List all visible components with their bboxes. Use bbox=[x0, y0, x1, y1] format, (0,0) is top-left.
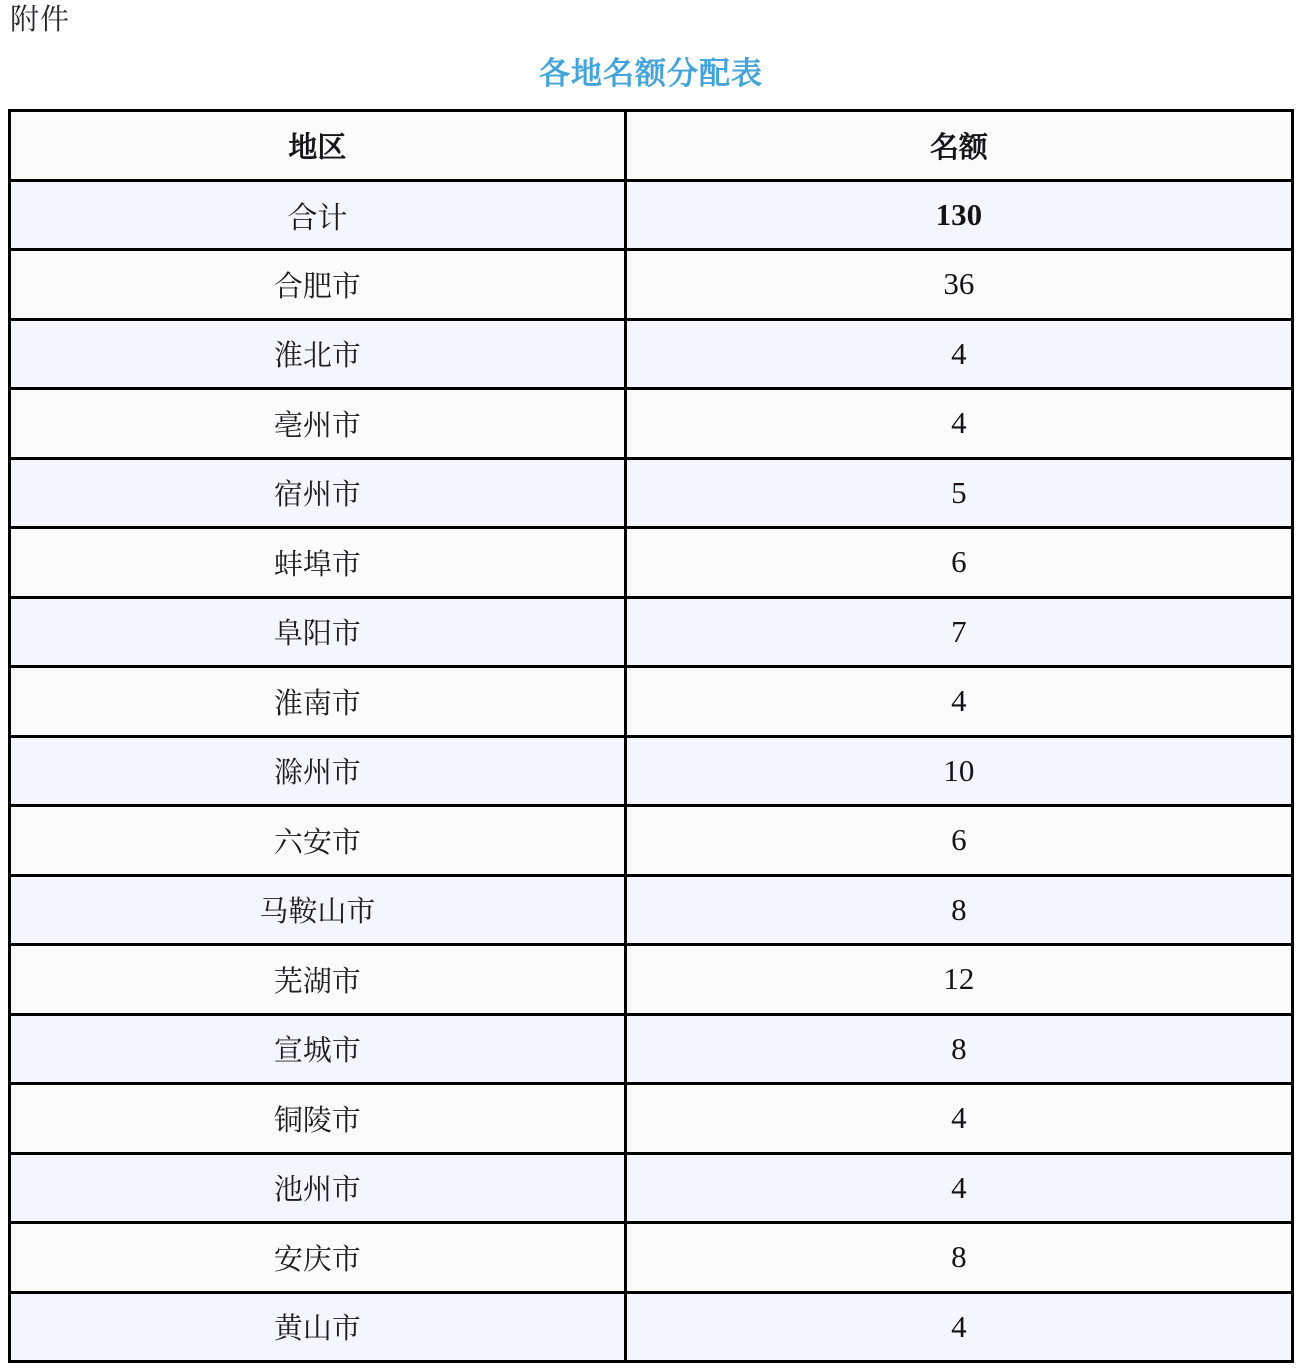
quota-cell: 8 bbox=[625, 1223, 1292, 1293]
quota-cell: 5 bbox=[625, 458, 1292, 528]
region-cell: 黄山市 bbox=[10, 1292, 626, 1362]
table-row bbox=[10, 389, 1293, 459]
column-header-quota: 名额 bbox=[625, 111, 1292, 181]
region-cell: 滁州市 bbox=[10, 736, 626, 806]
table-row-total bbox=[10, 180, 1293, 250]
table-row bbox=[10, 1014, 1293, 1084]
quota-cell: 4 bbox=[625, 1084, 1292, 1154]
table-row bbox=[10, 806, 1293, 876]
quota-cell: 4 bbox=[625, 1292, 1292, 1362]
table-row bbox=[10, 250, 1293, 320]
region-cell: 六安市 bbox=[10, 806, 626, 876]
region-cell: 阜阳市 bbox=[10, 597, 626, 667]
table-row bbox=[10, 1292, 1293, 1362]
quota-cell: 4 bbox=[625, 389, 1292, 459]
region-cell: 宣城市 bbox=[10, 1014, 626, 1084]
quota-cell: 6 bbox=[625, 528, 1292, 598]
region-cell: 亳州市 bbox=[10, 389, 626, 459]
region-cell: 淮北市 bbox=[10, 319, 626, 389]
quota-cell: 4 bbox=[625, 319, 1292, 389]
quota-cell: 10 bbox=[625, 736, 1292, 806]
total-quota-cell: 130 bbox=[625, 180, 1292, 250]
column-header-region: 地区 bbox=[10, 111, 626, 181]
quota-cell: 8 bbox=[625, 875, 1292, 945]
quota-cell: 6 bbox=[625, 806, 1292, 876]
region-cell: 宿州市 bbox=[10, 458, 626, 528]
quota-cell: 4 bbox=[625, 667, 1292, 737]
region-cell: 淮南市 bbox=[10, 667, 626, 737]
region-cell: 芜湖市 bbox=[10, 945, 626, 1015]
region-cell: 安庆市 bbox=[10, 1223, 626, 1293]
table-row bbox=[10, 945, 1293, 1015]
table-row bbox=[10, 528, 1293, 598]
page-title: 各地名额分配表 bbox=[539, 56, 763, 91]
table-row bbox=[10, 667, 1293, 737]
attachment-label: 附件 bbox=[10, 4, 71, 36]
total-region-cell: 合计 bbox=[10, 180, 626, 250]
quota-cell: 4 bbox=[625, 1153, 1292, 1223]
table-row bbox=[10, 1084, 1293, 1154]
quota-cell: 8 bbox=[625, 1014, 1292, 1084]
table-row bbox=[10, 736, 1293, 806]
table-row bbox=[10, 1153, 1293, 1223]
table-row bbox=[10, 1223, 1293, 1293]
region-cell: 池州市 bbox=[10, 1153, 626, 1223]
table-row bbox=[10, 319, 1293, 389]
region-cell: 马鞍山市 bbox=[10, 875, 626, 945]
table-row bbox=[10, 875, 1293, 945]
quota-cell: 36 bbox=[625, 250, 1292, 320]
region-cell: 铜陵市 bbox=[10, 1084, 626, 1154]
table-header-row bbox=[10, 111, 1293, 181]
quota-cell: 7 bbox=[625, 597, 1292, 667]
table-row bbox=[10, 458, 1293, 528]
table-row bbox=[10, 597, 1293, 667]
quota-cell: 12 bbox=[625, 945, 1292, 1015]
quota-allocation-table bbox=[8, 109, 1294, 1363]
region-cell: 合肥市 bbox=[10, 250, 626, 320]
region-cell: 蚌埠市 bbox=[10, 528, 626, 598]
